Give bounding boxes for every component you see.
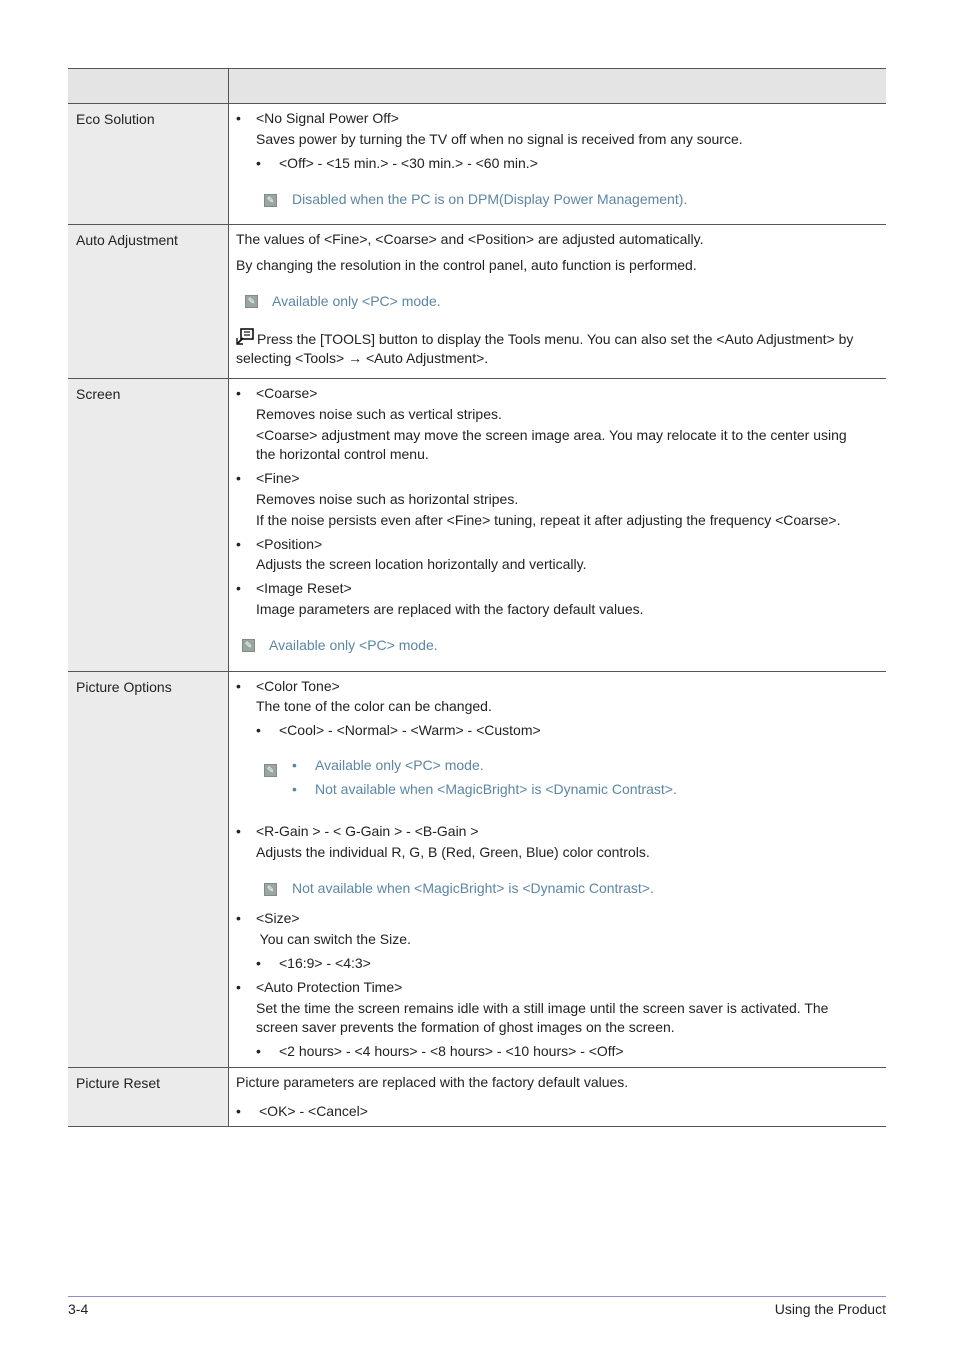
bullet-title: <Auto Protection Time> <box>256 979 403 995</box>
bullet-desc: Image parameters are replaced with the factory default values. <box>256 601 644 617</box>
header-col-description <box>229 69 886 103</box>
note-text: Disabled when the PC is on DPM(Display Power Management). <box>292 191 688 207</box>
row-content <box>229 1068 886 1126</box>
bullet-desc: screen saver prevents the formation of ghost images on the screen. <box>256 1019 675 1035</box>
bullet-item: • <OK> - <Cancel> <box>236 1103 368 1119</box>
sub-bullet-text: <16:9> - <4:3> <box>279 955 371 971</box>
table-row-eco-solution <box>68 104 886 225</box>
bullet-title: <Color Tone> <box>256 678 340 694</box>
tools-tip-line: selecting <Tools> → <Auto Adjustment>. <box>236 350 489 366</box>
sub-bullet-text: <2 hours> - <4 hours> - <8 hours> - <10 hours> - <Off> <box>279 1043 624 1059</box>
bullet-title: <Position> <box>256 536 323 552</box>
header-col-menu <box>68 69 229 103</box>
sub-bullet-item: • <2 hours> - <4 hours> - <8 hours> - <10 hours> - <Off> <box>256 1043 624 1059</box>
note-pencil-icon: ✎ <box>245 295 258 308</box>
bullet-desc: You can switch the Size. <box>256 931 411 947</box>
bullet-title: <Image Reset> <box>256 580 352 596</box>
bullet-item: • <Size> You can switch the Size. <box>236 909 878 949</box>
bullet-title: <Coarse> <box>256 385 318 401</box>
text-line: The values of <Fine>, <Coarse> and <Position> are adjusted automatically. <box>236 231 704 247</box>
sub-bullet-item: • <Off> - <15 min.> - <30 min.> - <60 min.> <box>256 155 538 171</box>
tools-remote-icon <box>236 328 254 345</box>
sub-bullet-text: <Cool> - <Normal> - <Warm> - <Custom> <box>279 722 541 738</box>
note-pencil-icon: ✎ <box>264 883 277 896</box>
table-row-picture-reset <box>68 1068 886 1127</box>
page-number: 3-4 <box>68 1301 89 1317</box>
bullet-item: • <Position> Adjusts the screen location horizontally and vertically. <box>236 535 878 574</box>
bullet-item: • <Auto Protection Time> Set the time the screen remains idle with a still image until the screen saver is activated. The screen saver prevents the formation of ghost images on the screen. <box>236 978 878 1037</box>
note <box>236 636 878 655</box>
bullet-item: • <Image Reset> Image parameters are replaced with the factory default values. <box>236 579 878 619</box>
bullet-title: <OK> - <Cancel> <box>259 1103 368 1119</box>
row-label: Picture Reset <box>68 1068 229 1126</box>
note-pencil-icon: ✎ <box>264 764 277 777</box>
row-content <box>229 672 886 1067</box>
bullet-title: <No Signal Power Off> <box>256 110 399 126</box>
row-content <box>229 225 886 378</box>
row-content <box>229 379 886 671</box>
bullet-item: • <No Signal Power Off> Saves power by turning the TV off when no signal is received from any source. <box>236 109 878 149</box>
note-bullet: • Available only <PC> mode. <box>292 757 484 773</box>
bullet-desc: the horizontal control menu. <box>256 446 429 462</box>
bullet-item: • <R-Gain > - < G-Gain > - <B-Gain > Adjusts the individual R, G, B (Red, Green, Blue) color controls. <box>236 822 878 862</box>
row-label: Picture Options <box>68 672 229 1067</box>
note-bullet: • Not available when <MagicBright> is <Dynamic Contrast>. <box>292 781 677 797</box>
note-pencil-icon: ✎ <box>242 639 255 652</box>
bullet-item: • <Coarse> Removes noise such as vertical stripes. <Coarse> adjustment may move the screen image area. You may relocate it to the center using the horizontal control menu. <box>236 384 878 464</box>
note <box>236 879 878 898</box>
table-row-picture-options <box>68 672 886 1068</box>
row-content <box>229 104 886 224</box>
note <box>236 756 878 799</box>
bullet-desc: Saves power by turning the TV off when no signal is received from any source. <box>256 131 743 147</box>
bullet-desc: The tone of the color can be changed. <box>256 698 492 714</box>
note <box>236 292 878 311</box>
footer-rule <box>68 1296 886 1297</box>
bullet-desc: Removes noise such as vertical stripes. <box>256 406 502 422</box>
note-text: Available only <PC> mode. <box>315 757 484 773</box>
settings-table <box>68 68 886 1127</box>
table-header <box>68 69 886 104</box>
bullet-title: <Size> <box>256 910 300 926</box>
note <box>236 190 878 209</box>
text-line: Picture parameters are replaced with the factory default values. <box>236 1074 629 1090</box>
sub-bullet-text: <Off> - <15 min.> - <30 min.> - <60 min.> <box>279 155 538 171</box>
table-row-auto-adjustment <box>68 225 886 379</box>
chapter-title: Using the Product <box>774 1301 886 1317</box>
bullet-desc: <Coarse> adjustment may move the screen image area. You may relocate it to the center using <box>256 427 847 443</box>
text-line: By changing the resolution in the control panel, auto function is performed. <box>236 257 697 273</box>
note-text: Not available when <MagicBright> is <Dynamic Contrast>. <box>315 781 677 797</box>
note-pencil-icon: ✎ <box>264 194 277 207</box>
bullet-title: <Fine> <box>256 470 300 486</box>
bullet-desc: Removes noise such as horizontal stripes. <box>256 491 519 507</box>
bullet-item: • <Color Tone> The tone of the color can be changed. <box>236 677 878 716</box>
bullet-desc: Adjusts the screen location horizontally and vertically. <box>256 556 587 572</box>
bullet-title: <R-Gain > - < G-Gain > - <B-Gain > <box>256 823 479 839</box>
note-text: Not available when <MagicBright> is <Dynamic Contrast>. <box>292 880 654 896</box>
bullet-desc: Set the time the screen remains idle with a still image until the screen saver is activated. The <box>256 1000 829 1016</box>
sub-bullet-item: • <16:9> - <4:3> <box>256 955 371 971</box>
tools-tip-line: Press the [TOOLS] button to display the Tools menu. You can also set the <Auto Adjustment> by <box>257 331 854 347</box>
bullet-desc: Adjusts the individual R, G, B (Red, Green, Blue) color controls. <box>256 844 650 860</box>
sub-bullet-item: • <Cool> - <Normal> - <Warm> - <Custom> <box>256 722 541 738</box>
table-row-screen <box>68 379 886 672</box>
row-label: Auto Adjustment <box>68 225 229 378</box>
row-label: Screen <box>68 379 229 671</box>
note-text: Available only <PC> mode. <box>269 637 438 653</box>
tools-tip <box>236 328 878 368</box>
row-label: Eco Solution <box>68 104 229 224</box>
bullet-item: • <Fine> Removes noise such as horizontal stripes. If the noise persists even after <Fine> tuning, repeat it after adjusting the frequency <Coarse>. <box>236 469 878 530</box>
note-text: Available only <PC> mode. <box>272 293 441 309</box>
bullet-desc: If the noise persists even after <Fine> tuning, repeat it after adjusting the frequency <Coarse>. <box>256 512 841 528</box>
